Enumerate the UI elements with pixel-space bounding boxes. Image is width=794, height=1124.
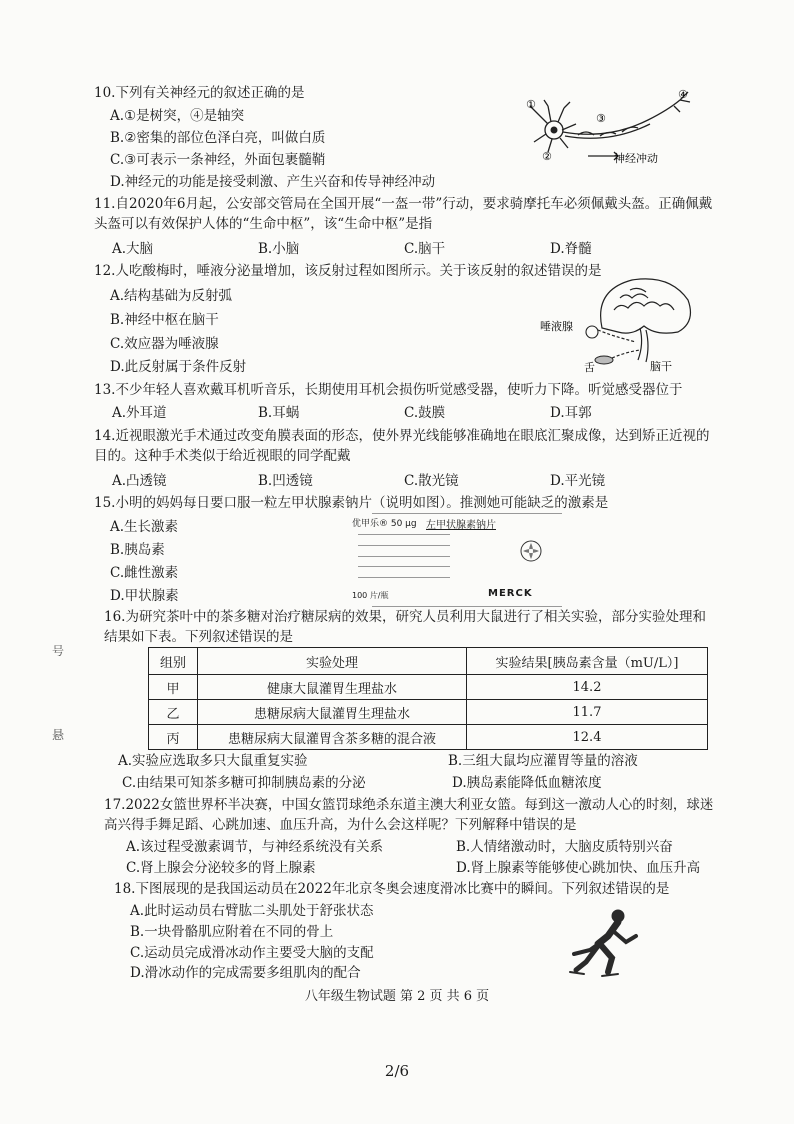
brainstem-label: 脑干	[650, 360, 672, 373]
neuron-label-2: ②	[542, 150, 552, 163]
q17-options-row2	[126, 858, 726, 878]
question-16-stem: 16.为研究茶叶中的茶多糖对治疗糖尿病的效果，研究人员利用大鼠进行了相关实验，部分实验处理和结果如下表。下列叙述错误的是	[104, 609, 706, 645]
q11-option-a: A.大脑	[112, 241, 154, 257]
margin-mark: 悬	[52, 728, 65, 742]
question-13-stem: 13.不少年轻人喜欢戴耳机听音乐，长期使用耳机会损伤听觉感受器，使听力下降。听觉感受器位于	[94, 382, 683, 398]
q13-option-c: C.鼓膜	[404, 405, 446, 421]
q13-options	[112, 403, 632, 423]
q18-option-c: C.运动员完成滑冰动作主要受大脑的支配	[130, 945, 374, 961]
q16-options-row1	[118, 751, 718, 771]
margin-mark: 号	[52, 644, 65, 658]
neuron-label-4: ④	[678, 88, 688, 101]
question-18-stem: 18.下图展现的是我国运动员在2022年北京冬奥会速度滑冰比赛中的瞬间。下列叙述错误的是	[114, 881, 670, 897]
question-17-stem: 17.2022女篮世界杯半决赛，中国女篮罚球绝杀东道主澳大利亚女篮。每到这一激动人心的时刻，球迷高兴得手舞足蹈、心跳加速、血压升高，为什么会这样呢？下列解释中错误的是	[104, 797, 714, 833]
q16-option-c: C.由结果可知茶多糖可抑制胰岛素的分泌	[122, 775, 366, 791]
q14-option-c: C.散光镜	[404, 473, 459, 489]
medicine-count: 100 片/瓶	[352, 591, 389, 600]
q15-option-b: B.胰岛素	[110, 542, 165, 558]
salivary-gland-label: 唾液腺	[540, 320, 573, 333]
q16-option-d: D.胰岛素能降低血糖浓度	[452, 775, 602, 791]
table-row	[149, 675, 708, 700]
table-row	[149, 700, 708, 725]
table-cell: 甲	[149, 675, 198, 700]
q13-option-a: A.外耳道	[112, 405, 167, 421]
q16-option-a: A.实验应选取多只大鼠重复实验	[118, 753, 308, 769]
table-cell: 乙	[149, 700, 198, 725]
table-header-row	[149, 648, 708, 675]
q12-option-c: C.效应器为唾液腺	[110, 336, 219, 352]
speed-skater-figure	[568, 906, 648, 982]
nerve-impulse-caption: 神经冲动	[614, 152, 658, 165]
table-cell: 健康大鼠灌胃生理盐水	[198, 675, 467, 700]
q13-option-b: B.耳蜗	[258, 405, 300, 421]
q11-options	[112, 239, 632, 259]
brain-reflex-figure	[540, 270, 700, 374]
table-cell: 14.2	[467, 675, 708, 700]
q18-option-d: D.滑冰动作的完成需要多组肌肉的配合	[130, 965, 361, 981]
experiment-table	[148, 647, 708, 750]
table-row	[149, 725, 708, 750]
column-header: 实验处理	[198, 648, 467, 675]
q10-option-a: A.①是树突，④是轴突	[110, 108, 245, 124]
q12-option-a: A.结构基础为反射弧	[110, 288, 233, 304]
neuron-label-1: ①	[526, 98, 536, 111]
table-cell: 患糖尿病大鼠灌胃含茶多糖的混合液	[198, 725, 467, 750]
q10-option-c: C.③可表示一条神经，外面包裹髓鞘	[110, 152, 326, 168]
q17-option-b: B.人情绪激动时，大脑皮质特别兴奋	[456, 839, 673, 855]
q18-option-a: A.此时运动员右臂肱二头肌处于舒张状态	[130, 903, 374, 919]
q16-option-b: B.三组大鼠均应灌胃等量的溶液	[448, 753, 638, 769]
q13-option-d: D.耳郭	[550, 405, 592, 421]
tongue-shape	[595, 356, 613, 364]
q18-option-b: B.一块骨骼肌应附着在不同的骨上	[130, 924, 334, 940]
column-header: 组别	[149, 648, 198, 675]
nucleus-shape	[551, 127, 558, 134]
question-15-stem: 15.小明的妈妈每日要口服一粒左甲状腺素钠片（说明如图）。推测她可能缺乏的激素是	[94, 495, 609, 511]
q17-options-row1	[126, 837, 726, 857]
q15-option-a: A.生长激素	[110, 519, 179, 535]
column-header: 实验结果[胰岛素含量（mU/L）]	[467, 648, 708, 675]
table-cell: 患糖尿病大鼠灌胃生理盐水	[198, 700, 467, 725]
neuron-label-3: ③	[596, 112, 606, 125]
tongue-label: 舌	[584, 361, 595, 374]
q16-options-row2	[122, 773, 722, 793]
q11-option-b: B.小脑	[258, 241, 300, 257]
table-cell: 11.7	[467, 700, 708, 725]
q15-option-c: C.雌性激素	[110, 565, 179, 581]
q14-options	[112, 471, 632, 491]
question-11-stem: 11.自2020年6月起，公安部交管局在全国开展“一盔一带”行动，要求骑摩托车必须佩戴头盔。正确佩戴头盔可以有效保护人体的“生命中枢”，该“生命中枢”是指	[94, 196, 713, 232]
neuron-figure	[518, 86, 698, 166]
q11-option-c: C.脑干	[404, 241, 446, 257]
q12-option-b: B.神经中枢在脑干	[110, 312, 219, 328]
medicine-brand: 优甲乐® 50 μg	[352, 519, 417, 529]
q10-option-d: D.神经元的功能是接受刺激、产生兴奋和传导神经冲动	[110, 174, 436, 190]
question-14-stem: 14.近视眼激光手术通过改变角膜表面的形态，使外界光线能够准确地在眼底汇聚成像，达到矫正近视的目的。这种手术类似于给近视眼的同学配戴	[94, 428, 710, 464]
instruction-lines	[358, 534, 450, 578]
manufacturer-logo: MERCK	[488, 588, 533, 599]
q10-option-b: B.②密集的部位色泽白亮，叫做白质	[110, 130, 326, 146]
q14-option-d: D.平光镜	[550, 473, 606, 489]
medicine-box-figure	[352, 513, 562, 607]
page-footer: 八年级生物试题 第 2 页 共 6 页	[304, 989, 490, 1004]
question-12-stem: 12.人吃酸梅时，唾液分泌量增加，该反射过程如图所示。关于该反射的叙述错误的是	[94, 263, 602, 279]
question-10-stem: 10.下列有关神经元的叙述正确的是	[94, 85, 305, 101]
table-cell: 丙	[149, 725, 198, 750]
q11-option-d: D.脊髓	[550, 241, 592, 257]
merck-logo-icon	[520, 540, 542, 562]
medicine-name: 左甲状腺素钠片	[426, 520, 496, 531]
q17-option-d: D.肾上腺素等能够使心跳加快、血压升高	[456, 860, 701, 876]
q14-option-b: B.凹透镜	[258, 473, 313, 489]
q15-option-d: D.甲状腺素	[110, 588, 179, 604]
q14-option-a: A.凸透镜	[112, 473, 167, 489]
q17-option-a: A.该过程受激素调节，与神经系统没有关系	[126, 839, 384, 855]
q17-option-c: C.肾上腺会分泌较多的肾上腺素	[126, 860, 316, 876]
salivary-gland-shape	[586, 326, 598, 338]
table-cell: 12.4	[467, 725, 708, 750]
page-indicator: 2/6	[384, 1062, 410, 1080]
q12-option-d: D.此反射属于条件反射	[110, 359, 247, 375]
